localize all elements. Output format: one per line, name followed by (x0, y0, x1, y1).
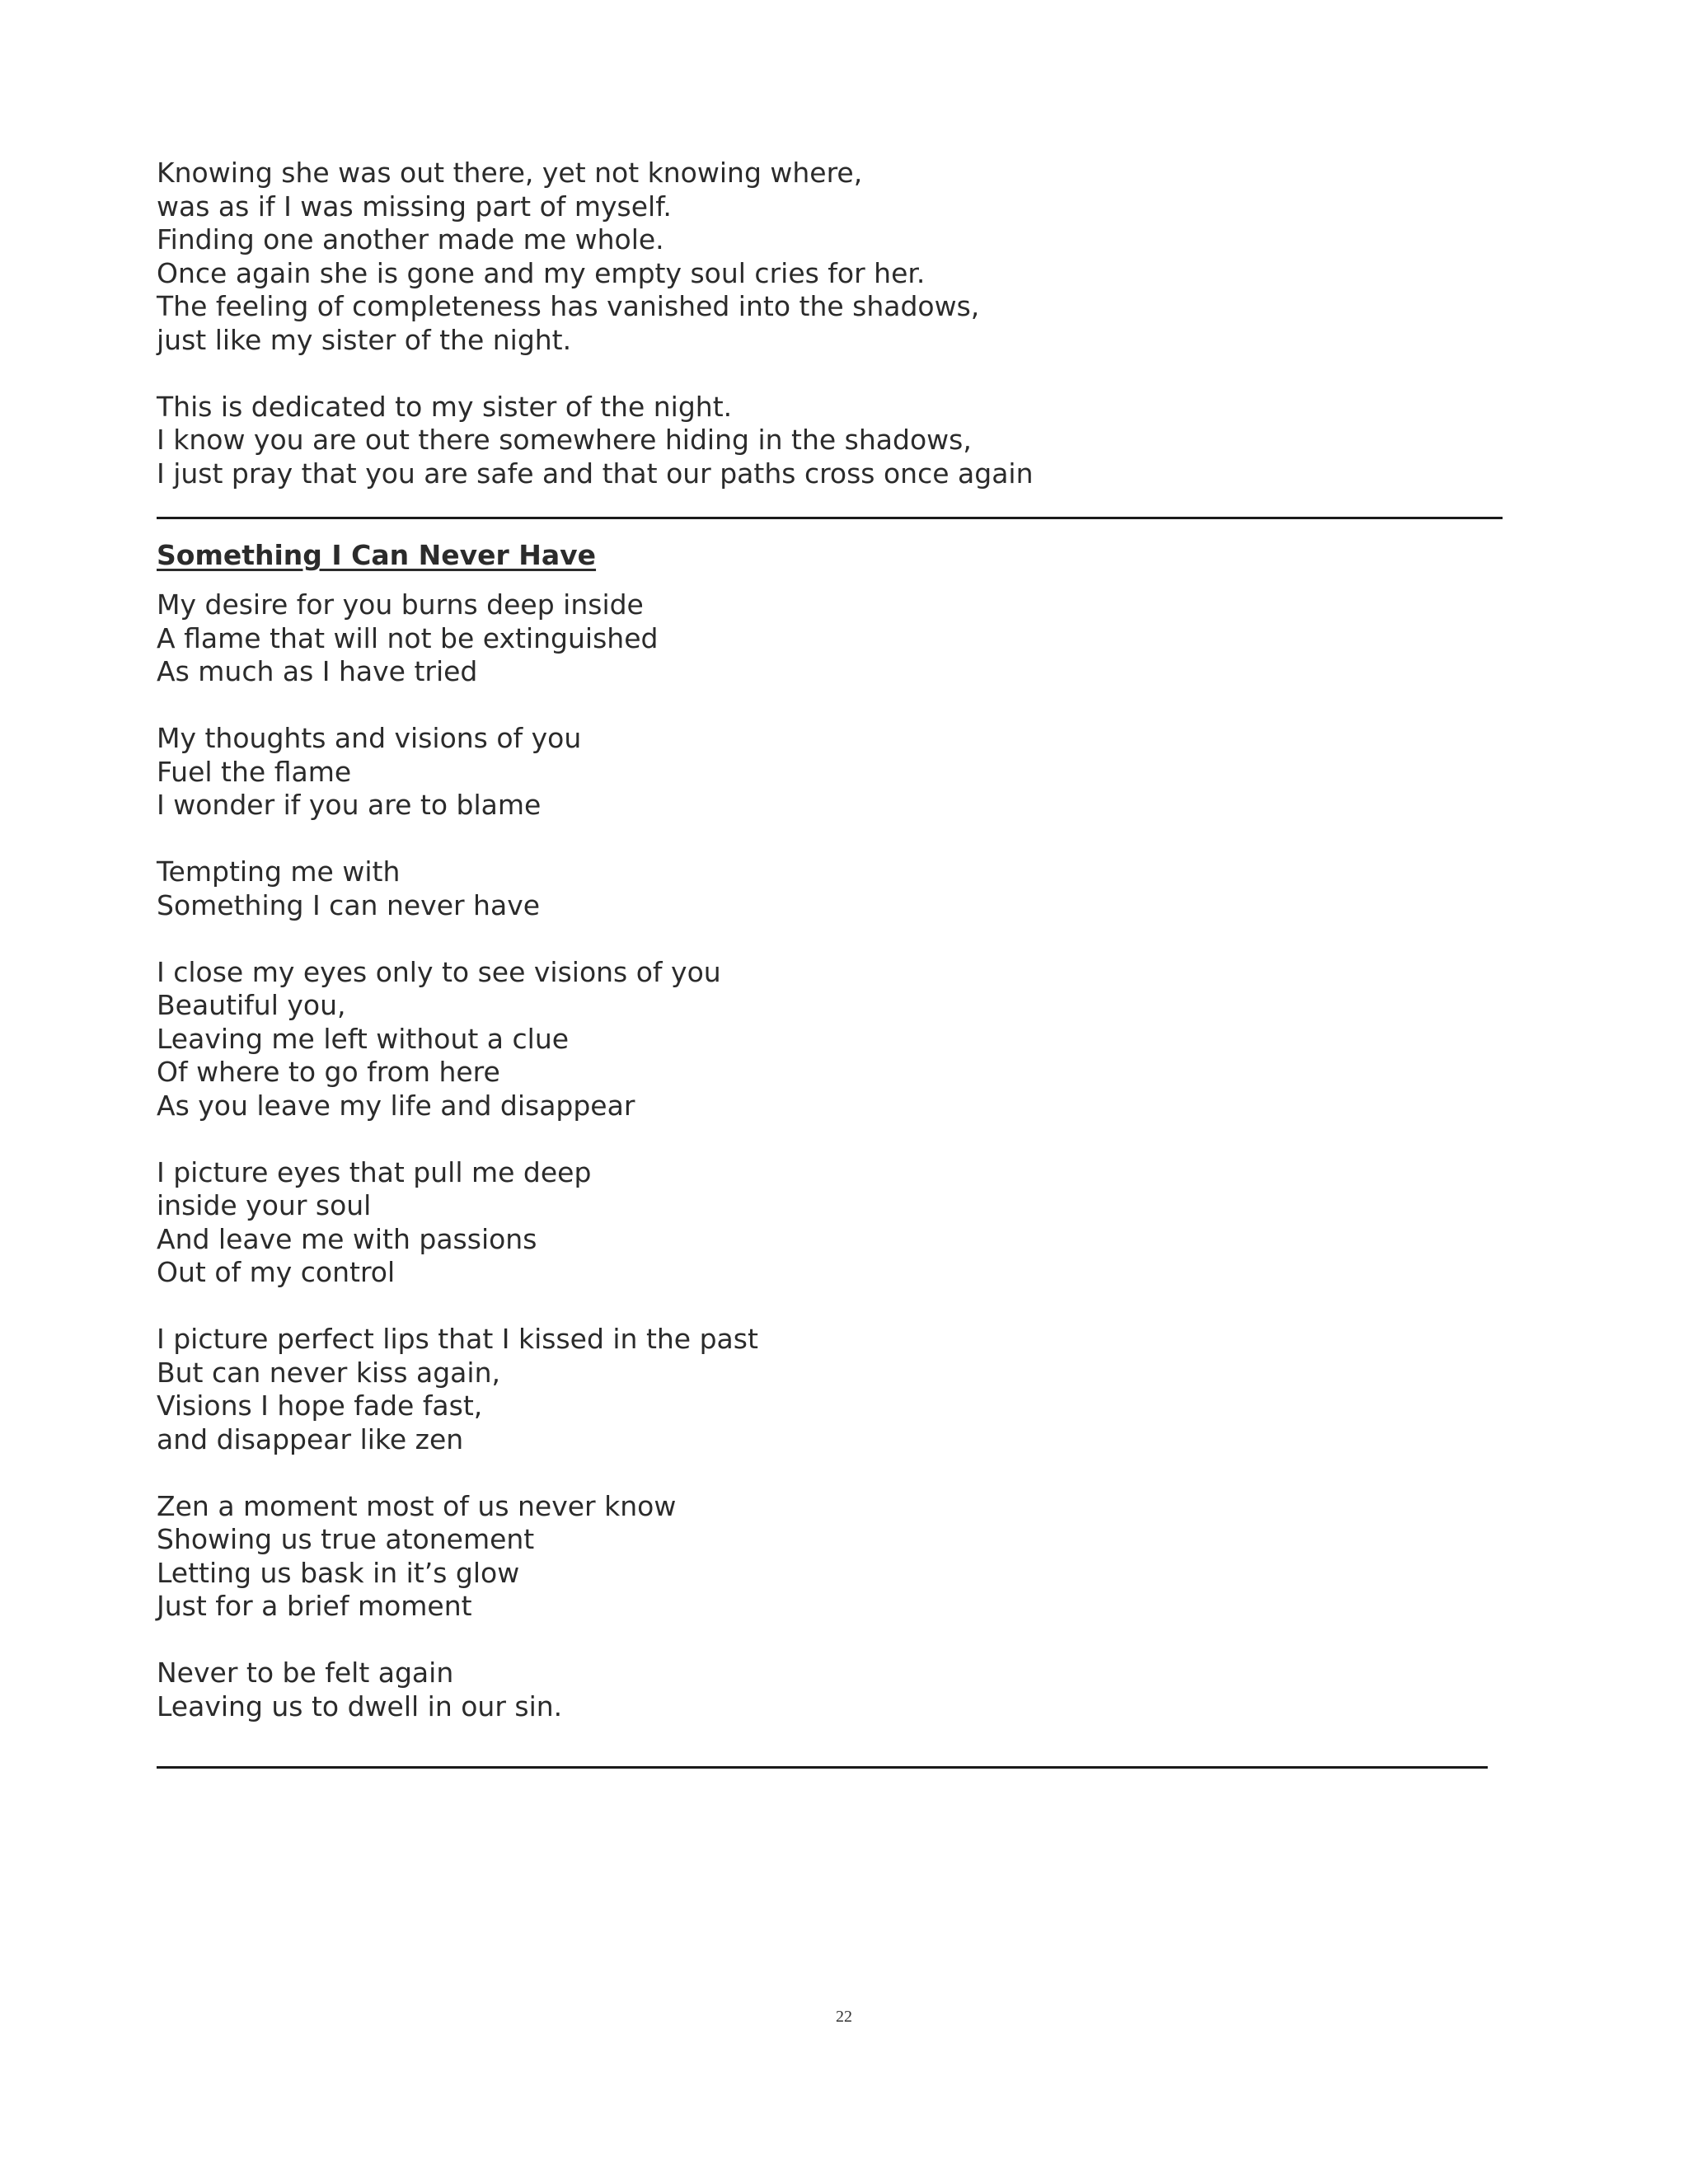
poem-line: Out of my control (157, 1256, 396, 1288)
poem-line: Just for a brief moment (157, 1590, 472, 1622)
poem-line: And leave me with passions (157, 1222, 537, 1255)
stanza-gap (157, 357, 1517, 391)
poem-line: My desire for you burns deep inside (157, 588, 644, 621)
poem-line: Fuel the flame (157, 755, 352, 788)
poem-line: I picture eyes that pull me deep (157, 1155, 592, 1188)
stanza (157, 157, 1517, 357)
page-number: 22 (836, 2008, 852, 2026)
poem-line: I wonder if you are to blame (157, 789, 542, 821)
poem-line: Never to be felt again (157, 1657, 454, 1689)
poem-line: Leaving us to dwell in our sin. (157, 1690, 563, 1722)
poem-line: Once again she is gone and my empty soul cries for her. (157, 256, 926, 289)
poem-line: But can never kiss again, (157, 1356, 500, 1389)
poem-body (157, 588, 1517, 1723)
stanza (157, 722, 1517, 823)
poem-title: Something I Can Never Have (157, 539, 597, 571)
stanza-gap (157, 1456, 1517, 1490)
poem-line: I just pray that you are safe and that our paths cross once again (157, 457, 1034, 490)
previous-poem-ending (157, 157, 1517, 490)
stanza-gap (157, 922, 1517, 956)
poem-line: I close my eyes only to see visions of you (157, 955, 721, 988)
poem-line: I picture perfect lips that I kissed in the past (157, 1323, 758, 1355)
stanza (157, 1657, 1517, 1723)
poem-line: A flame that will not be extinguished (157, 621, 659, 654)
poem-line: inside your soul (157, 1189, 372, 1221)
poem-line: My thoughts and visions of you (157, 722, 582, 754)
stanza (157, 1156, 1517, 1290)
stanza-gap (157, 1290, 1517, 1324)
poem-line: Of where to go from here (157, 1056, 500, 1088)
poem-line: This is dedicated to my sister of the night. (157, 390, 733, 423)
poem-line: Showing us true atonement (157, 1523, 535, 1555)
stanza (157, 956, 1517, 1123)
stanza (157, 391, 1517, 491)
poem-line: Beautiful you, (157, 989, 346, 1021)
poem-line: just like my sister of the night. (157, 323, 572, 356)
stanza-gap (157, 689, 1517, 723)
poem-line: Finding one another made me whole. (157, 223, 664, 255)
poem-line: Something I can never have (157, 888, 541, 921)
stanza (157, 588, 1517, 689)
stanza (157, 855, 1517, 922)
divider-rule (157, 1766, 1488, 1769)
poem-line: was as if I was missing part of myself. (157, 190, 672, 223)
poem-line: The feeling of completeness has vanished into the shadows, (157, 290, 980, 322)
poem-line: As you leave my life and disappear (157, 1089, 635, 1122)
poem-line: Tempting me with (157, 855, 401, 888)
stanza-gap (157, 1122, 1517, 1156)
poem-line: Visions I hope fade fast, (157, 1390, 483, 1422)
poem-line: and disappear like zen (157, 1422, 464, 1455)
divider-rule (157, 517, 1503, 519)
poem-line: As much as I have tried (157, 655, 478, 687)
stanza (157, 1490, 1517, 1624)
stanza (157, 1323, 1517, 1456)
poem-line: Leaving me left without a clue (157, 1022, 570, 1055)
poem-line: I know you are out there somewhere hiding in the shadows, (157, 424, 972, 456)
poem-line: Letting us bask in it’s glow (157, 1556, 520, 1589)
stanza-gap (157, 823, 1517, 856)
stanza-gap (157, 1624, 1517, 1657)
poem-line: Knowing she was out there, yet not knowing where, (157, 157, 863, 189)
poem-line: Zen a moment most of us never know (157, 1489, 677, 1522)
